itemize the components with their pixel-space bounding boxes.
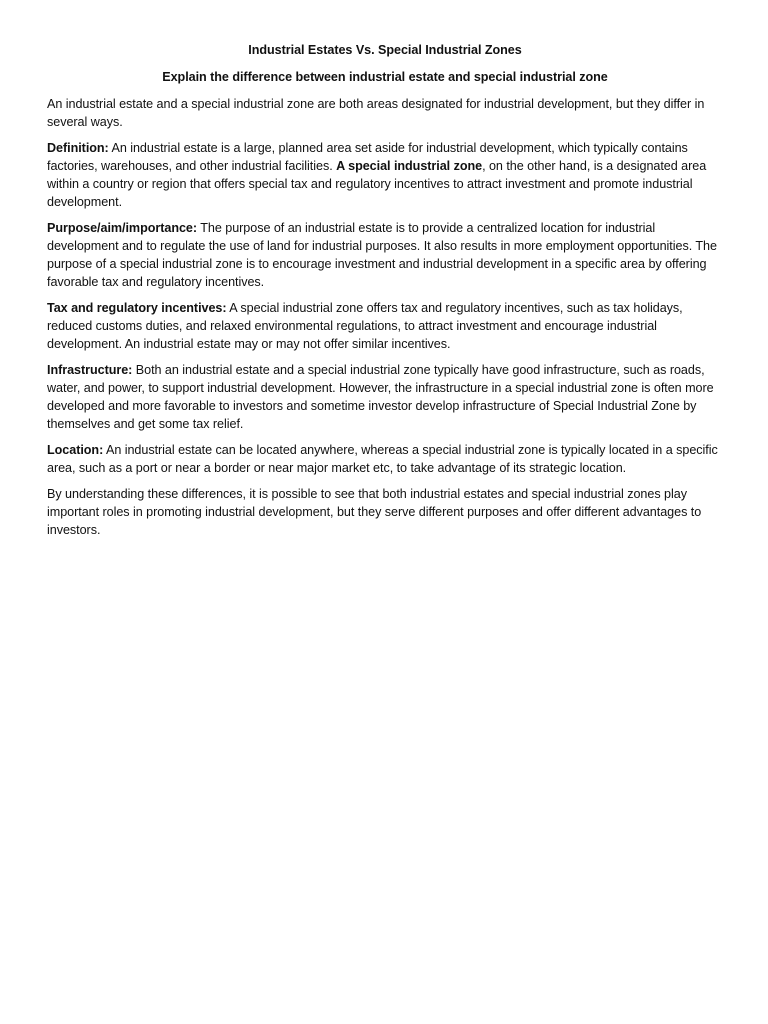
location-paragraph: [47, 441, 723, 477]
conclusion-paragraph: By understanding these differences, it is possible to see that both industrial estates and special industrial zones play important roles in promoting industrial development, but they serve different purposes and offer different advantages to investors.: [47, 487, 702, 537]
definition-text: An industrial estate is a large, planned area set aside for industrial development, which typically contains factories, warehouses, and other industrial facilities.: [47, 141, 688, 173]
special-zone-term: A special industrial zone: [336, 159, 483, 173]
document-title: Industrial Estates Vs. Special Industrial Zones: [248, 43, 522, 57]
purpose-text: The purpose of an industrial estate is to provide a centralized location for industrial development and to regulate the use of land for industrial purposes. It also results in more employment opportunities. The purpose of a special industrial zone is to encourage investment and industrial development in a specific area by offering favorable tax and regulatory incentives.: [47, 221, 717, 289]
tax-text: A special industrial zone offers tax and regulatory incentives, such as tax holidays, reduced customs duties, and relaxed environmental regulations, to attract investment and encourage industrial development. An industrial estate may or may not offer similar incentives.: [47, 301, 683, 351]
tax-paragraph: [47, 299, 723, 353]
location-text: An industrial estate can be located anywhere, whereas a special industrial zone is typically located in a specific area, such as a port or near a border or near major market etc, to take advantage of its strategic location.: [47, 443, 718, 475]
infrastructure-paragraph: [47, 361, 723, 433]
purpose-term: Purpose/aim/importance:: [47, 221, 198, 235]
location-term: Location:: [47, 443, 104, 457]
definition-text-2: , on the other hand, is a designated area within a country or region that offers special tax and regulatory incentives to attract investment and promote industrial development.: [47, 159, 707, 209]
intro-paragraph: An industrial estate and a special industrial zone are both areas designated for industrial development, but they differ in several ways.: [47, 97, 705, 129]
document-body: [47, 41, 723, 547]
infrastructure-term: Infrastructure:: [47, 363, 133, 377]
infrastructure-text: Both an industrial estate and a special industrial zone typically have good infrastructure, such as roads, water, and power, to support industrial development. However, the infrastructure in a special industrial zone is often more developed and more favorable to investors and sometime investor develop infrastructure of Special Industrial Zone by themselves and get some tax relief.: [47, 363, 714, 431]
purpose-paragraph: [47, 219, 723, 291]
definition-paragraph: [47, 139, 723, 211]
definition-term: Definition:: [47, 141, 109, 155]
tax-term: Tax and regulatory incentives:: [47, 301, 227, 315]
document-subtitle: Explain the difference between industrial estate and special industrial zone: [162, 70, 608, 84]
